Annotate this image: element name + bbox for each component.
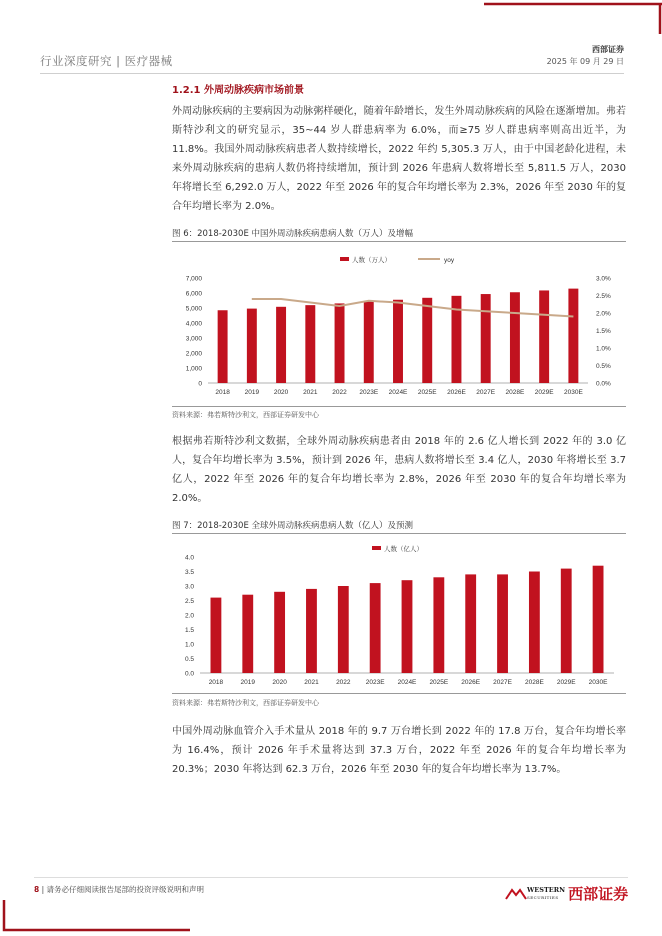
header-info (547, 44, 624, 68)
x-tick-label: 2028E (505, 389, 525, 396)
x-tick-label: 2022 (336, 679, 351, 686)
y-tick-label: 0.0 (184, 670, 194, 678)
bar (247, 309, 257, 383)
footer-disclaimer: 请务必仔细阅读报告尾部的投资评级说明和声明 (46, 885, 205, 894)
footer-text (34, 884, 204, 895)
x-tick-label: 2024E (388, 389, 408, 396)
y2-tick-label: 1.0% (596, 345, 611, 353)
footer-sep: | (41, 885, 47, 894)
logo-en-main: WESTERN (527, 885, 566, 894)
bar (211, 598, 222, 673)
yoy-line (252, 299, 574, 317)
x-tick-label: 2029E (556, 679, 576, 686)
logo-english (527, 887, 565, 901)
bar (218, 310, 228, 383)
bar (364, 302, 374, 383)
y2-tick-label: 0.0% (596, 380, 611, 388)
western-securities-logo (505, 883, 628, 904)
y-tick-label: 6,000 (185, 290, 202, 298)
x-tick-label: 2023E (365, 679, 385, 686)
y-tick-label: 5,000 (185, 305, 202, 313)
x-tick-label: 2030E (588, 679, 608, 686)
figure-7-title: 图 7：2018-2030E 全球外周动脉疾病患病人数（亿人）及预测 (172, 521, 414, 531)
figure-6-source: 资料来源：弗若斯特沙利文，西部证券研发中心 (172, 411, 319, 419)
x-tick-label: 2029E (534, 389, 554, 396)
x-tick-label: 2027E (493, 679, 512, 686)
figure-7-top-rule (172, 533, 626, 534)
corner-decoration-bottom (0, 0, 200, 936)
y-tick-label: 1.0 (184, 641, 194, 649)
bar (497, 574, 508, 673)
header-divider (40, 73, 624, 74)
y-tick-label: 3.0 (184, 583, 194, 591)
figure-6-title: 图 6：2018-2030E 中国外周动脉疾病患病人数（万人）及增幅 (172, 229, 414, 239)
section-title: 1.2.1 外周动脉疾病市场前景 (172, 85, 304, 96)
paragraph-2: 根据弗若斯特沙利文数据，全球外周动脉疾病患者由 2018 年的 2.6 亿人增长到 2022 年的 3.0 亿人，复合年均增长率为 3.5%，预计到 2026 年，患病人数将增长至 3.4 亿人，2030 年将增长至 3.7 亿人，2022 年至 2026 年的复合年均增长率为 2.8%，2026 年至 2030 年的复合年均增长率为 2.0%。 (172, 436, 626, 504)
figure-6-top-rule (172, 241, 626, 242)
y-tick-label: 2.0 (184, 612, 194, 620)
bar (422, 298, 432, 383)
x-tick-label: 2025E (417, 389, 437, 396)
figure-7-source: 资料来源：弗若斯特沙利文，西部证券研发中心 (172, 699, 319, 707)
x-tick-label: 2025E (429, 679, 449, 686)
paragraph-3: 中国外周动脉血管介入手术量从 2018 年的 9.7 万台增长到 2022 年的 17.8 万台，复合年均增长率为 16.4%，预计 2026 年手术量将达到 37.3 万台，2022 年至 2026 年的复合年均增长率为 20.3%；2030 年将达到 62.3 万台，2026 年至 2030 年的复合年均增长率为 13.7%。 (172, 726, 626, 775)
bar (305, 305, 315, 383)
y-tick-label: 4,000 (185, 320, 202, 328)
y2-tick-label: 2.5% (596, 293, 611, 300)
bar (529, 572, 540, 674)
x-tick-label: 2027E (476, 389, 496, 396)
y-tick-label: 7,000 (185, 275, 202, 283)
y-tick-label: 1,000 (185, 365, 202, 373)
legend-label-bar: 人数（万人） (352, 257, 391, 264)
legend-label-line: yoy (444, 257, 455, 264)
report-date: 2025 年 09 月 29 日 (546, 57, 624, 66)
x-tick-label: 2021 (304, 679, 319, 686)
bar (433, 577, 444, 673)
bar (593, 566, 604, 673)
y-tick-label: 0.5 (184, 656, 194, 663)
bar (242, 595, 253, 673)
bar (274, 592, 285, 673)
x-tick-label: 2028E (524, 679, 544, 686)
figure-6-bottom-rule (172, 406, 626, 407)
header-brand: 西部证券 (592, 45, 624, 54)
x-tick-label: 2019 (240, 679, 256, 686)
footer-divider (34, 877, 628, 878)
x-tick-label: 2021 (303, 389, 318, 396)
breadcrumb: 行业深度研究 | 医疗器械 (40, 54, 173, 68)
chart-china-pad-patients (172, 245, 626, 405)
y-tick-label: 4.0 (184, 554, 194, 562)
x-tick-label: 2020 (273, 389, 289, 396)
legend-swatch-bar (340, 257, 349, 261)
y-tick-label: 0 (198, 380, 202, 388)
bar (338, 586, 349, 673)
bar (539, 290, 549, 383)
y-tick-label: 3,000 (185, 335, 202, 343)
y2-tick-label: 1.5% (596, 328, 611, 335)
logo-mark-icon (505, 888, 527, 900)
x-tick-label: 2020 (272, 679, 287, 686)
y-tick-label: 3.5 (184, 569, 194, 576)
paragraph-1: 外周动脉疾病的主要病因为动脉粥样硬化，随着年龄增长，发生外周动脉疾病的风险在逐渐增加。弗若斯特沙利文的研究显示，35~44 岁人群患病率为 6.0%，而≥75 岁人群患病率则高出近半，为 11.8%。我国外周动脉疾病患者人数持续增长，2022 年约 5,305.3 万人，由于中国老龄化进程，未来外周动脉疾病的患病人数仍将持续增加，预计到 2026 年患病人数将增长至 5,811.5 万人，2030 年将增长至 6,292.0 万人，2022 年至 2026 年的复合年均增长率为 2.3%，2026 年至 2030 年的复合年均增长率为 2.0%。 (172, 106, 626, 212)
bar (276, 307, 286, 383)
logo-en-sub: SECURITIES (527, 894, 559, 900)
x-tick-label: 2030E (563, 389, 583, 396)
page-number: 8 (34, 885, 40, 894)
y2-tick-label: 0.5% (596, 363, 611, 370)
x-tick-label: 2019 (244, 389, 260, 396)
x-tick-label: 2024E (397, 679, 417, 686)
y-tick-label: 1.5 (184, 627, 194, 634)
x-tick-label: 2026E (461, 679, 481, 686)
bar (306, 589, 317, 673)
x-tick-label: 2022 (332, 389, 347, 396)
bar (510, 292, 520, 383)
x-tick-label: 2023E (359, 389, 379, 396)
x-tick-label: 2018 (208, 679, 224, 686)
bar (465, 574, 476, 673)
bar (402, 580, 413, 673)
bar (393, 300, 403, 383)
bar (370, 583, 381, 673)
bar (561, 569, 572, 673)
figure-7-bottom-rule (172, 693, 626, 694)
bar (481, 294, 491, 383)
chart-global-pad-patients (172, 537, 626, 689)
y-tick-label: 2.5 (184, 598, 194, 605)
y-tick-label: 2,000 (185, 350, 202, 358)
logo-chinese: 西部证券 (568, 885, 629, 903)
x-tick-label: 2018 (215, 389, 230, 396)
bar (335, 303, 345, 383)
bar (568, 289, 578, 383)
legend-swatch-bar (372, 546, 381, 550)
x-tick-label: 2026E (447, 389, 466, 396)
y2-tick-label: 3.0% (596, 275, 611, 283)
legend-label-bar: 人数（亿人） (384, 546, 423, 553)
y2-tick-label: 2.0% (596, 310, 611, 318)
